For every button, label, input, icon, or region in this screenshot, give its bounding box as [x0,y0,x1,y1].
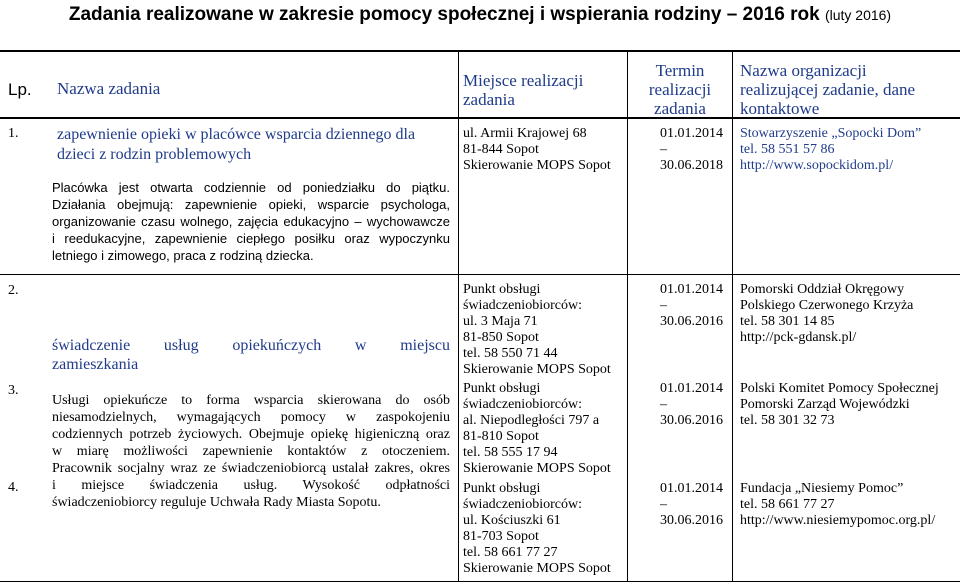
column-divider [458,50,459,582]
row4-term: 01.01.2014 – 30.06.2016 [660,481,723,528]
row4-place: Punkt obsługi świadczeniobiorców: ul. Kościuszki 61 81-703 Sopot tel. 58 661 77 27 Skierowanie MOPS Sopot [463,481,611,576]
row1-organization: Stowarzyszenie „Sopocki Dom” tel. 58 551 57 86 http://www.sopockidom.pl/ [740,126,922,173]
header-top-border [0,50,960,52]
title-text: Zadania realizowane w zakresie pomocy społecznej i wspierania rodziny – 2016 rok [68,4,820,25]
header-task-name: Nazwa zadania [57,79,161,98]
row3-organization: Polski Komitet Pomocy Społecznej Pomorski Zarząd Wojewódzki tel. 58 301 32 73 [740,381,939,428]
header-lp: Lp. [8,80,32,99]
page-title [0,4,960,26]
row3-term: 01.01.2014 – 30.06.2016 [660,381,723,428]
row4-lp: 4. [8,480,19,495]
row1-lp: 1. [8,126,19,141]
header-term: Termin realizacji zadania [648,61,712,118]
column-divider [627,50,628,582]
row2-term: 01.01.2014 – 30.06.2016 [660,282,723,329]
title-date: (luty 2016) [824,7,892,23]
row3-lp: 3. [8,383,19,398]
row2-lp: 2. [8,283,19,298]
row-separator [0,274,960,275]
header-place: Miejsce realizacji zadania [463,71,584,109]
row1-term: 01.01.2014 – 30.06.2018 [660,126,723,173]
row3-place: Punkt obsługi świadczeniobiorców: al. Niepodległości 797 a 81-810 Sopot tel. 58 555 17 94 Skierowanie MOPS Sopot [463,381,611,476]
row4-organization: Fundacja „Niesiemy Pomoc” tel. 58 661 77 27 http://www.niesiemypomoc.org.pl/ [740,481,936,528]
row1-task-name: zapewnienie opieki w placówce wsparcia dziennego dla dzieci z rodzin problemowych [57,126,416,163]
row2-place: Punkt obsługi świadczeniobiorców: ul. 3 Maja 71 81-850 Sopot tel. 58 550 71 44 Skierowanie MOPS Sopot [463,282,611,377]
header-organization: Nazwa organizacji realizującej zadanie, dane kontaktowe [740,61,916,118]
column-divider [732,50,733,582]
row1-place: ul. Armii Krajowej 68 81-844 Sopot Skierowanie MOPS Sopot [463,126,611,173]
row2-organization: Pomorski Oddział Okręgowy Polskiego Czerwonego Krzyża tel. 58 301 14 85 http://pck-gdansk.pl/ [740,282,914,345]
